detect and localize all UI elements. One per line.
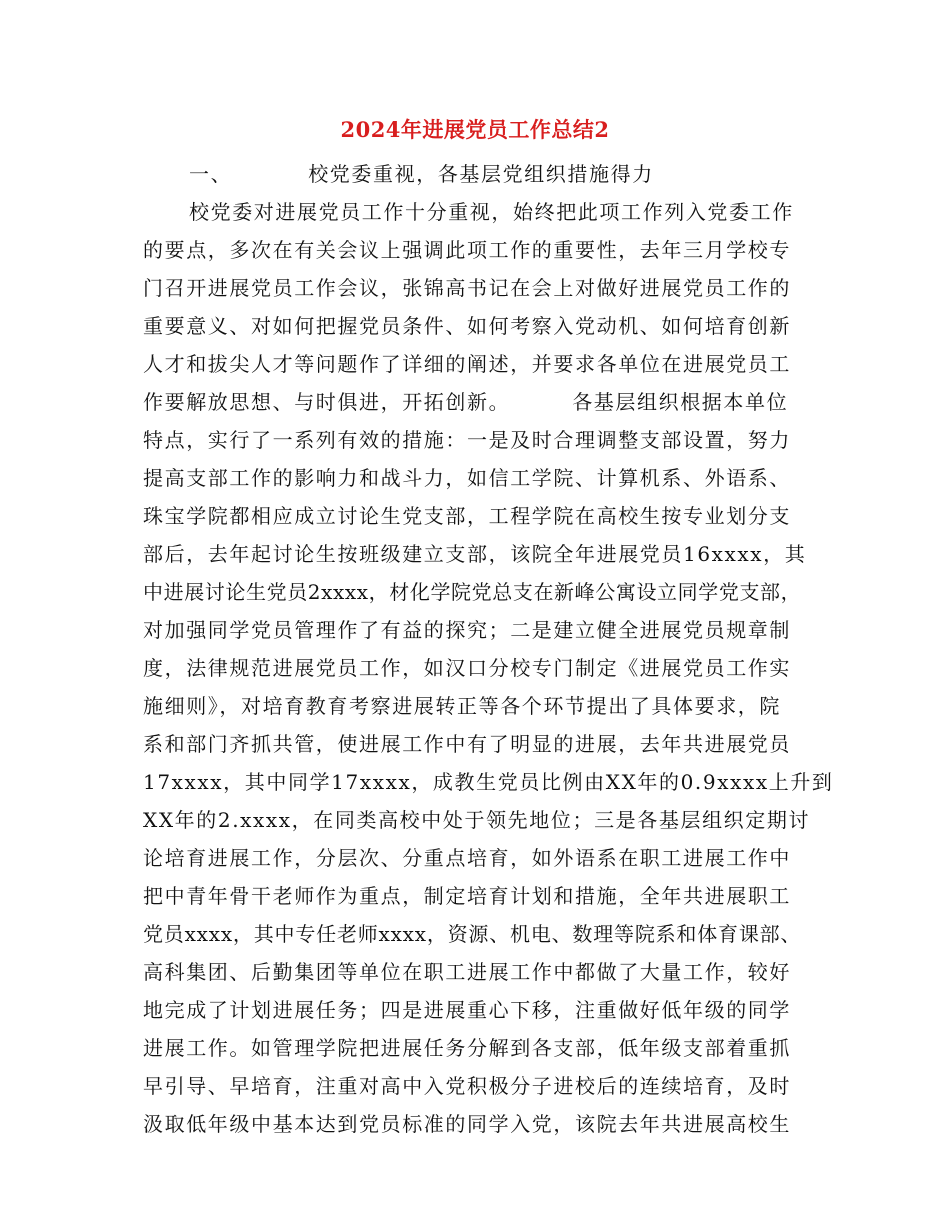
paragraph-line: XX年的2.xxxx，在同类高校中处于领先地位；三是各基层组织定期讨 (143, 808, 811, 832)
document-title: 2024年进展党员工作总结2 (340, 117, 610, 142)
paragraph-line: 人才和拔尖人才等问题作了详细的阐述，并要求各单位在进展党员工 (143, 352, 791, 376)
paragraph-line: 部后，去年起讨论生按班级建立支部，该院全年进展党员16xxxx，其 (143, 542, 807, 566)
paragraph-line: 中进展讨论生党员2xxxx，材化学院党总支在新峰公寓设立同学党支部， (143, 580, 802, 604)
paragraph-line: 度，法律规范进展党员工作，如汉口分校专门制定《进展党员工作实 (143, 656, 791, 680)
paragraph-line: 高科集团、后勤集团等单位在职工进展工作中都做了大量工作，较好 (143, 960, 791, 984)
paragraph-line: 党员xxxx，其中专任老师xxxx，资源、机电、数理等院系和体育课部、 (143, 922, 802, 946)
paragraph-line: 校党委对进展党员工作十分重视，始终把此项工作列入党委工作 (189, 200, 794, 224)
paragraph-line (143, 388, 823, 416)
section-heading-line (189, 160, 869, 188)
paragraph-line: 早引导、早培育，注重对高中入党积极分子进校后的连续培育，及时 (143, 1074, 791, 1098)
paragraph-line: 的要点，多次在有关会议上强调此项工作的重要性，去年三月学校专 (143, 238, 791, 262)
paragraph-line-part: 各基层组织根据本单位 (572, 390, 789, 414)
paragraph-line: 对加强同学党员管理作了有益的探究；二是建立健全进展党员规章制 (143, 618, 791, 642)
paragraph-line: 门召开进展党员工作会议，张锦高书记在会上对做好进展党员工作的 (143, 276, 791, 300)
paragraph-line: 17xxxx，其中同学17xxxx，成教生党员比例由XX年的0.9xxxx上升到 (143, 770, 834, 794)
paragraph-line: 论培育进展工作，分层次、分重点培育，如外语系在职工进展工作中 (143, 846, 791, 870)
section-number: 一、 (189, 162, 233, 186)
paragraph-line: 施细则》，对培育教育考察进展转正等各个环节提出了具体要求，院 (143, 694, 781, 718)
paragraph-line: 特点，实行了一系列有效的措施：一是及时合理调整支部设置，努力 (143, 428, 791, 452)
paragraph-line: 提高支部工作的影响力和战斗力，如信工学院、计算机系、外语系、 (143, 466, 791, 490)
paragraph-line: 把中青年骨干老师作为重点，制定培育计划和措施，全年共进展职工 (143, 884, 791, 908)
paragraph-line-part: 作要解放思想、与时俱进，开拓创新。 (143, 390, 511, 414)
paragraph-line: 汲取低年级中基本达到党员标准的同学入党，该院去年共进展高校生 (143, 1112, 791, 1136)
paragraph-line: 系和部门齐抓共管，使进展工作中有了明显的进展，去年共进展党员 (143, 732, 791, 756)
paragraph-line: 地完成了计划进展任务；四是进展重心下移，注重做好低年级的同学 (143, 998, 791, 1022)
paragraph-line: 重要意义、对如何把握党员条件、如何考察入党动机、如何培育创新 (143, 314, 791, 338)
paragraph-line: 珠宝学院都相应成立讨论生党支部，工程学院在高校生按专业划分支 (143, 504, 791, 528)
paragraph-line: 进展工作。如管理学院把进展任务分解到各支部，低年级支部着重抓 (143, 1036, 791, 1060)
section-heading: 校党委重视，各基层党组织措施得力 (308, 162, 654, 186)
